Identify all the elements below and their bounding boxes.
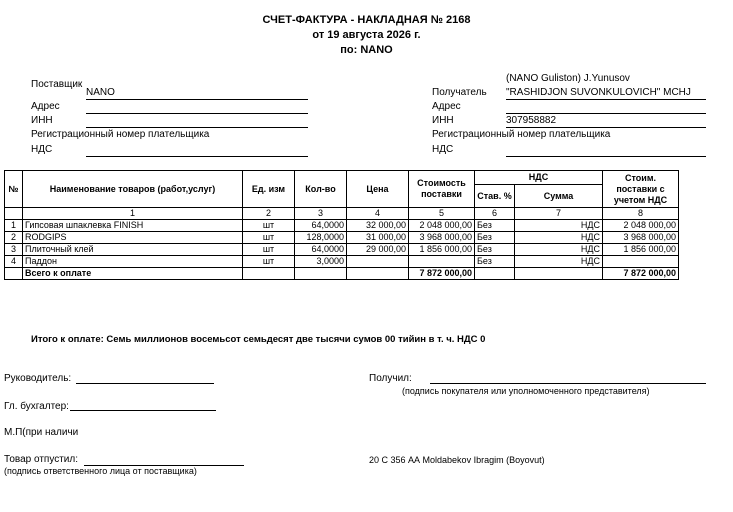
row-total <box>603 256 679 268</box>
table-row <box>5 220 679 232</box>
row-total: 1 856 000,00 <box>603 244 679 256</box>
row-cost: 2 048 000,00 <box>409 220 475 232</box>
row-price <box>347 256 409 268</box>
total-empty <box>295 268 347 280</box>
row-qty: 64,0000 <box>295 244 347 256</box>
col-number: 2 <box>243 208 295 220</box>
supplier-inn-label: ИНН <box>31 115 53 126</box>
supplier-value: NANO <box>86 87 115 98</box>
row-num: 4 <box>5 256 23 268</box>
total-empty <box>243 268 295 280</box>
invoice-table <box>4 170 679 280</box>
supplier-underline <box>86 99 308 100</box>
total-empty <box>5 268 23 280</box>
total-row <box>5 268 679 280</box>
column-number-row <box>5 208 679 220</box>
row-unit: шт <box>243 220 295 232</box>
total-empty <box>515 268 603 280</box>
row-qty: 128,0000 <box>295 232 347 244</box>
row-vat-sum: НДС <box>515 256 603 268</box>
col-number: 7 <box>515 208 603 220</box>
row-vat-sum: НДС <box>515 244 603 256</box>
total-label: Всего к оплате <box>23 268 243 280</box>
row-cost: 3 968 000,00 <box>409 232 475 244</box>
recipient-vat-label: НДС <box>432 144 454 155</box>
recipient-inn-label: ИНН <box>432 115 454 126</box>
supplier-address-line <box>86 113 308 114</box>
row-total: 3 968 000,00 <box>603 232 679 244</box>
released-note: (подпись ответственного лица от поставщика) <box>4 466 197 476</box>
row-unit: шт <box>243 244 295 256</box>
total-cost: 7 872 000,00 <box>409 268 475 280</box>
row-name: Гипсовая шпаклевка FINISH <box>23 220 243 232</box>
recipient-inn-value: 307958882 <box>506 115 557 126</box>
col-number: 3 <box>295 208 347 220</box>
row-unit: шт <box>243 256 295 268</box>
recipient-value-line1: (NANO Guliston) J.Yunusov <box>506 73 630 84</box>
table-row <box>5 244 679 256</box>
row-total: 2 048 000,00 <box>603 220 679 232</box>
col-number: 6 <box>475 208 515 220</box>
supplier-inn-line <box>86 127 308 128</box>
head-signature-line <box>76 383 214 384</box>
row-vat-rate: Без <box>475 220 515 232</box>
total-empty <box>347 268 409 280</box>
row-price: 32 000,00 <box>347 220 409 232</box>
document-date: от 19 августа 2026 г. <box>312 29 421 41</box>
row-cost <box>409 256 475 268</box>
received-signature-line <box>430 383 706 384</box>
row-num: 2 <box>5 232 23 244</box>
supplier-address-label: Адрес <box>31 101 60 112</box>
header-vat-rate: Став. % <box>475 185 515 208</box>
supplier-label: Поставщик <box>31 79 83 90</box>
header-unit: Ед. изм <box>243 171 295 208</box>
recipient-label: Получатель <box>432 87 487 98</box>
total-with-vat: 7 872 000,00 <box>603 268 679 280</box>
head-label: Руководитель: <box>4 373 72 384</box>
header-vat-sum: Сумма <box>515 185 603 208</box>
document-by: по: NANO <box>340 44 393 56</box>
recipient-reg-label: Регистрационный номер плательщика <box>432 129 611 140</box>
row-num: 1 <box>5 220 23 232</box>
total-in-words: Итого к оплате: Семь миллионов восемьсот семьдесят две тысячи сумов 00 тийин в т. ч. НДС 0 <box>31 334 486 345</box>
row-vat-rate: Без <box>475 256 515 268</box>
row-num: 3 <box>5 244 23 256</box>
accountant-label: Гл. бухгалтер: <box>4 401 69 412</box>
row-vat-rate: Без <box>475 244 515 256</box>
row-vat-sum: НДС <box>515 232 603 244</box>
col-number: 1 <box>23 208 243 220</box>
header-total: Стоим. поставки с учетом НДС <box>603 171 679 208</box>
table-row <box>5 232 679 244</box>
recipient-inn-line <box>506 127 706 128</box>
row-vat-rate: Без <box>475 232 515 244</box>
total-empty <box>475 268 515 280</box>
released-label: Товар отпустил: <box>4 454 78 465</box>
row-name: Плиточный клей <box>23 244 243 256</box>
document-title: СЧЕТ-ФАКТУРА - НАКЛАДНАЯ № 2168 <box>262 14 471 26</box>
row-name: RODGIPS <box>23 232 243 244</box>
supplier-vat-line <box>86 156 308 157</box>
header-name: Наименование товаров (работ,услуг) <box>23 171 243 208</box>
accountant-signature-line <box>70 410 216 411</box>
header-num: № <box>5 171 23 208</box>
recipient-vat-line <box>506 156 706 157</box>
row-qty: 64,0000 <box>295 220 347 232</box>
received-note: (подпись покупателя или уполномоченного представителя) <box>402 386 650 396</box>
col-number: 4 <box>347 208 409 220</box>
header-qty: Кол-во <box>295 171 347 208</box>
recipient-value-line2: "RASHIDJON SUVONKULOVICH" MCHJ <box>506 87 691 98</box>
proxy-text: 20 С 356 АА Moldabekov Ibragim (Boyovut) <box>369 455 545 465</box>
received-label: Получил: <box>369 373 412 384</box>
row-qty: 3,0000 <box>295 256 347 268</box>
recipient-address-label: Адрес <box>432 101 461 112</box>
header-cost: Стоимость поставки <box>409 171 475 208</box>
row-name: Паддон <box>23 256 243 268</box>
row-unit: шт <box>243 232 295 244</box>
row-price: 29 000,00 <box>347 244 409 256</box>
supplier-vat-label: НДС <box>31 144 53 155</box>
table-row <box>5 256 679 268</box>
recipient-underline <box>506 99 706 100</box>
col-number <box>5 208 23 220</box>
row-price: 31 000,00 <box>347 232 409 244</box>
row-vat-sum: НДС <box>515 220 603 232</box>
stamp-label: М.П(при наличи <box>4 427 79 438</box>
header-vat-group: НДС <box>475 171 603 185</box>
row-cost: 1 856 000,00 <box>409 244 475 256</box>
recipient-address-line <box>506 113 706 114</box>
col-number: 8 <box>603 208 679 220</box>
supplier-reg-label: Регистрационный номер плательщика <box>31 129 210 140</box>
header-price: Цена <box>347 171 409 208</box>
col-number: 5 <box>409 208 475 220</box>
